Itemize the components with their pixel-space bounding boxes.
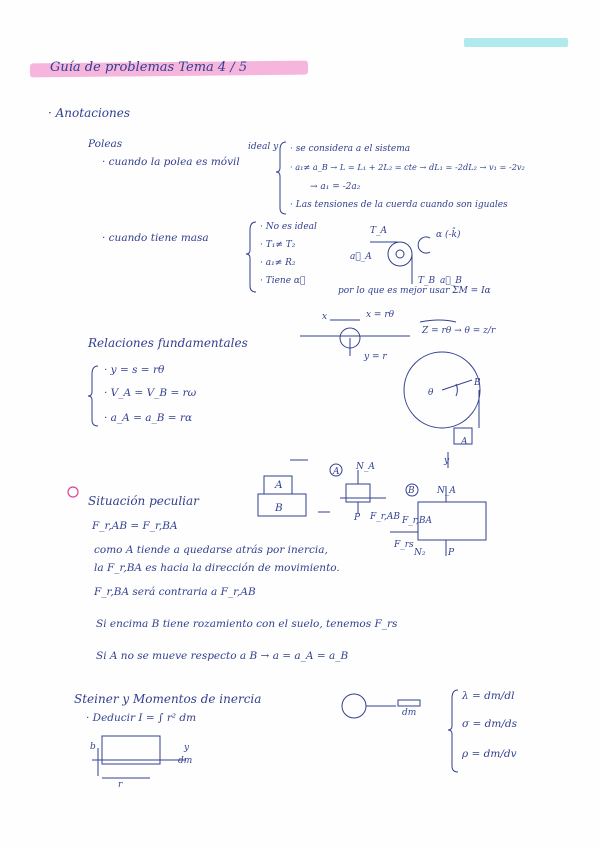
pink-bullet-marker	[68, 487, 78, 497]
pulley-ta-label: T_A	[370, 226, 388, 236]
situacion-line-1: como A tiende a quedarse atrás por inercia,	[94, 544, 328, 556]
movil-brace	[276, 142, 286, 214]
situacion-no-mueve: Si A no se mueve respecto a B → a = a_A = a_B	[96, 650, 349, 662]
density-linear: λ = dm/dl	[462, 690, 515, 702]
steiner-heading: Steiner y Momentos de inercia	[74, 692, 262, 706]
masa-brace	[246, 222, 256, 292]
relacion-1: · y = s = rθ	[104, 364, 165, 376]
pulley-tb-label: T_B	[418, 276, 436, 286]
wheel-y-label: y	[444, 456, 450, 466]
fbd-b-friction: F_r,BA	[402, 516, 433, 526]
situacion-rozamiento: Si encima B tiene rozamiento con el suelo, tenemos F_rs	[96, 618, 398, 630]
masa-line-4: · Tiene α⃗	[260, 276, 306, 286]
masa-conclusion: por lo que es mejor usar ΣM = Iα	[338, 286, 491, 296]
roll-z-eq: Z = rθ → θ = z/r	[422, 326, 496, 336]
relaciones-heading: Relaciones fundamentales	[88, 336, 248, 350]
movil-line-3: → a₁ = -2a₂	[310, 182, 361, 192]
block-b-label: B	[275, 502, 283, 514]
ring-dm-label: dm	[402, 708, 417, 718]
masa-line-1: · No es ideal	[260, 222, 317, 232]
fbd-a-normal: N_A	[356, 462, 375, 472]
movil-line-1: · se considera a el sistema	[290, 144, 411, 154]
ring-element	[398, 700, 420, 706]
movil-pulley-label: · cuando la polea es móvil	[102, 156, 240, 168]
roll-y-label: y = r	[364, 352, 387, 362]
pulley-alpha-label: α (-k̂)	[436, 230, 461, 240]
relacion-2: · V_A = V_B = rω	[104, 387, 197, 399]
wheel-theta-arc	[456, 384, 457, 396]
wheel-theta-label: θ	[428, 388, 434, 398]
movil-line-4: · Las tensiones de la cuerda cuando son iguales	[290, 200, 508, 210]
density-surface: σ = dm/ds	[462, 718, 517, 730]
relacion-3: · a_A = a_B = rα	[104, 412, 193, 424]
fbd-b-box	[418, 502, 486, 540]
fbd-a-tag: A	[333, 467, 340, 477]
pulley-disk	[388, 242, 412, 266]
movil-line-2: · a₁≠ a_B → L = L₁ + 2L₂ = cte → dL₁ = -2dL₂ → v₁ = -2v₂	[290, 162, 525, 172]
pulley-axle	[396, 250, 404, 258]
fbd-b-weight: P	[448, 548, 455, 558]
fbd-b-circle	[406, 484, 418, 496]
rect-y-label: y	[184, 743, 190, 753]
ring-circle	[342, 694, 366, 718]
roll-x-eq: x = rθ	[366, 310, 395, 320]
rect-b-label: b	[90, 742, 96, 752]
block-a	[264, 476, 292, 494]
situacion-equation: F_r,AB = F_r,BA	[92, 520, 178, 532]
situacion-line-2: la F_r,BA es hacia la dirección de movimiento.	[94, 562, 340, 574]
fbd-b-tag: B	[408, 486, 415, 496]
block-b	[258, 494, 306, 516]
rect-r-label: r	[118, 780, 123, 790]
pulley-alpha-arc	[418, 237, 430, 253]
fbd-a-circle	[330, 464, 342, 476]
masa-line-3: · a₁≠ R₂	[260, 258, 296, 268]
situacion-heading: Situación peculiar	[88, 494, 199, 508]
masa-line-2: · T₁≠ T₂	[260, 240, 296, 250]
ideal-label: ideal y	[248, 142, 279, 152]
annotations-heading: · Anotaciones	[48, 106, 130, 120]
pulley-aa-label: a⃗_A	[350, 252, 372, 262]
hanging-block-a	[454, 428, 472, 444]
fbd-a-weight: P	[354, 513, 361, 523]
fbd-b-n2: N₂	[414, 548, 426, 558]
relaciones-brace	[88, 366, 98, 426]
situacion-line-3: F_r,BA será contraria a F_r,AB	[94, 586, 256, 598]
masa-pulley-label: · cuando tiene masa	[102, 232, 209, 244]
fbd-a-box	[346, 484, 370, 502]
rect-dm-label: dm	[178, 756, 193, 766]
wheel-b-label: B	[474, 378, 481, 388]
wheel-a-label: A	[461, 437, 468, 447]
fbd-b-frs: F_rs	[394, 540, 414, 550]
roll-x-label: x	[322, 312, 328, 322]
density-volume: ρ = dm/dv	[462, 748, 517, 760]
density-brace	[448, 690, 458, 772]
fbd-b-normal: N_A	[437, 486, 456, 496]
steiner-deducir: · Deducir I = ∫ r² dm	[86, 712, 197, 724]
poleas-heading: Poleas	[88, 138, 123, 150]
fbd-a-friction: F_r,AB	[370, 512, 401, 522]
roll-z-arc	[420, 320, 456, 322]
page-title: Guía de problemas Tema 4 / 5	[50, 60, 248, 75]
block-a-label: A	[275, 479, 283, 491]
pulley-ab-label: a⃗_B	[440, 276, 462, 286]
